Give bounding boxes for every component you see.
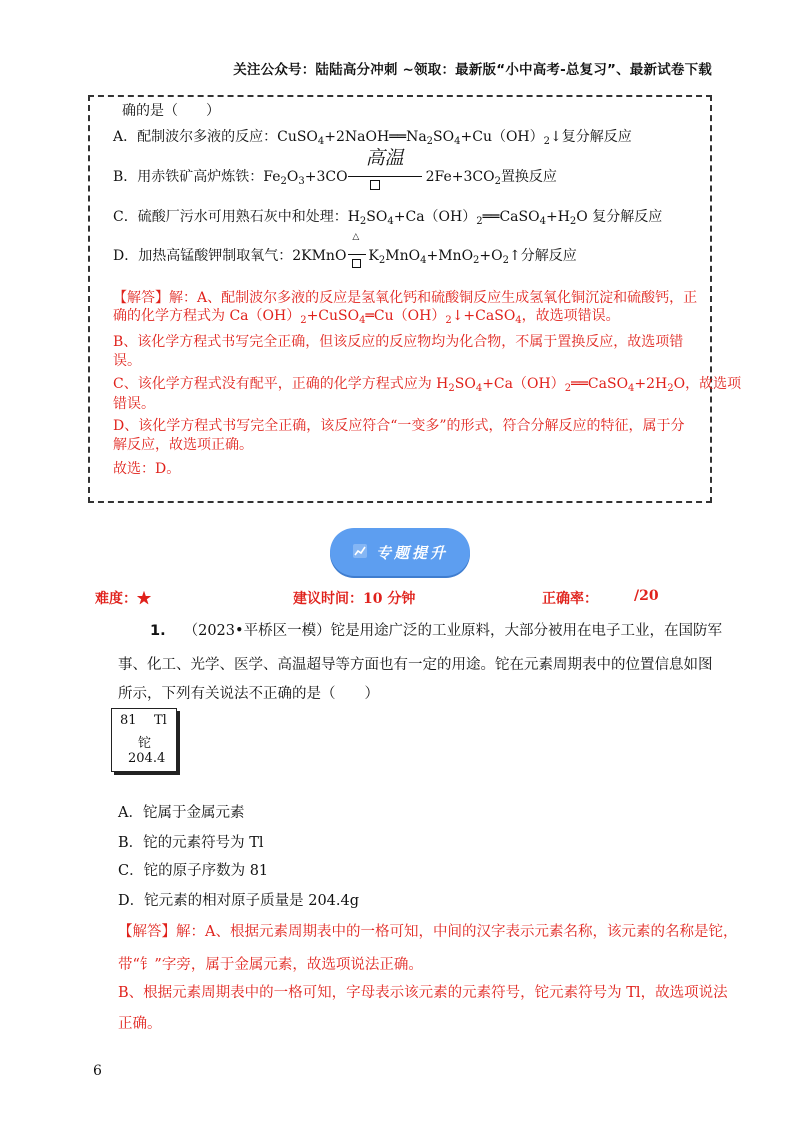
question-option-b: B．铊的元素符号为 Tl	[118, 835, 264, 851]
element-symbol: Tl	[154, 713, 167, 728]
box-answer-c-line1: C、该化学方程式没有配平，正确的化学方程式应为 $H_2SO_4+Ca(OH)_2══CaSO_4+2H_2O$，故选项	[113, 376, 742, 394]
question-line2: 事、化工、光学、医学、高温超导等方面也有一定的用途。铊在元素周期表中的位置信息如图	[118, 657, 713, 673]
question-number: 1.	[150, 623, 166, 639]
reaction-condition-heat: △	[346, 246, 368, 266]
periodic-table-cell	[111, 708, 177, 772]
option-a: A．配制波尔多液的反应：$CuSO_4+2NaOH══Na_2SO_4+Cu(OH)_2↓$复分解反应	[113, 129, 632, 147]
question-option-d: D．铊元素的相对原子质量是 204.4g	[118, 893, 360, 909]
page-number: 6	[93, 1063, 102, 1079]
box-answer-b-line1: B、该化学方程式书写完全正确，但该反应的反应物均为化合物，不属于置换反应，故选项错	[113, 334, 684, 350]
element-name: 铊	[138, 736, 152, 751]
question-answer-line2: 带“钅”字旁，属于金属元素，故选项说法正确。	[118, 957, 423, 973]
box-answer-b-line2: 误。	[113, 353, 141, 369]
box-answer-d-line1: D、该化学方程式书写完全正确，该反应符合“一变多”的形式，符合分解反应的特征，属于分	[113, 418, 685, 434]
question-answer-line1: 【解答】解：A、根据元素周期表中的一格可知，中间的汉字表示元素名称，该元素的名称是铊，	[118, 924, 738, 940]
question-tail: 确的是（ ）	[122, 103, 220, 119]
box-answer-final: 故选：D。	[113, 461, 181, 477]
box-answer-d-line2: 解反应，故选项正确。	[113, 437, 253, 453]
box-answer-a-line2: 确的化学方程式为 $Ca(OH)_2+CuSO_4═Cu(OH)_2↓+CaSO_4$，故选项错误。	[113, 308, 620, 326]
reaction-condition-high-temp: 高温	[348, 167, 426, 187]
accuracy-total: /20	[634, 588, 659, 604]
question-line1: 1. （2023•平桥区一模）铊是用途广泛的工业原料，大部分被用在电子工业，在国防军	[150, 623, 723, 639]
section-pill-topic-improvement: 专题提升	[330, 528, 470, 576]
accuracy-label: 正确率：	[542, 591, 598, 607]
option-c: C．硫酸厂污水可用熟石灰中和处理：$H_2SO_4+Ca(OH)_2══CaSO_4+H_2O$ 复分解反应	[113, 209, 663, 227]
atomic-number: 81	[120, 713, 137, 728]
suggested-time-label: 建议时间：10 分钟	[293, 591, 416, 607]
question-option-c: C．铊的原子序数为 81	[118, 863, 269, 879]
question-answer-line4: 正确。	[118, 1016, 162, 1032]
option-b: B．用赤铁矿高炉炼铁：$Fe_2O_3+3CO$ 高温 $2Fe+3CO_2$置换反应	[113, 166, 557, 187]
option-d: D．加热高锰酸钾制取氧气：2KMnO △ $K_2MnO_4+MnO_2+O_2↑$分解反应	[113, 232, 577, 266]
difficulty-label: 难度：★	[95, 591, 151, 607]
box-answer-c-line2: 错误。	[113, 396, 155, 412]
question-line3: 所示，下列有关说法不正确的是（ ）	[118, 686, 379, 702]
atomic-mass: 204.4	[128, 751, 166, 766]
question-option-a: A．铊属于金属元素	[118, 805, 245, 821]
box-answer-a-line1: 【解答】解：A、配制波尔多液的反应是氢氧化钙和硫酸铜反应生成氢氧化铜沉淀和硫酸钙，正	[113, 290, 698, 306]
question-answer-line3: B、根据元素周期表中的一格可知，字母表示该元素的元素符号，铊元素符号为 Tl，故选项说法	[118, 985, 728, 1001]
chart-icon	[352, 543, 368, 562]
page-header: 关注公众号：陆陆高分冲刺 ~领取：最新版“小中高考-总复习”、最新试卷下载	[233, 62, 712, 78]
